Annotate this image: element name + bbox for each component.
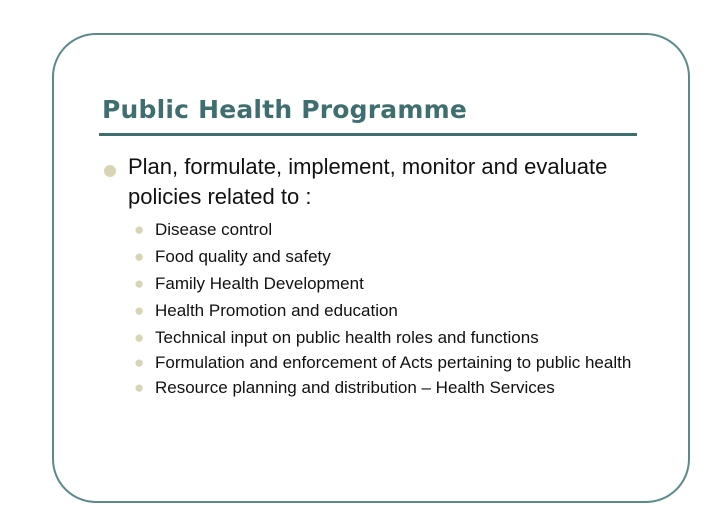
sub-point-text: Formulation and enforcement of Acts pertaining to public health	[155, 353, 632, 372]
sub-point	[128, 273, 658, 295]
sub-point-text: Family Health Development	[155, 274, 364, 293]
sub-point	[128, 352, 658, 374]
sub-point	[128, 377, 658, 399]
sub-point-list	[128, 219, 658, 402]
sub-point-text: Disease control	[155, 220, 273, 239]
slide-title: Public Health Programme	[102, 95, 468, 124]
bullet-icon: ●	[134, 220, 145, 239]
title-underline	[99, 133, 637, 136]
sub-point	[128, 300, 658, 322]
sub-point	[128, 219, 658, 241]
main-point: Plan, formulate, implement, monitor and evaluate policies related to :	[128, 154, 608, 209]
main-bullet-icon	[104, 165, 116, 177]
bullet-icon: ●	[134, 301, 145, 320]
sub-point-text: Technical input on public health roles and functions	[155, 328, 539, 347]
bullet-icon: ●	[134, 378, 145, 397]
bullet-icon: ●	[134, 274, 145, 293]
bullet-icon: ●	[134, 328, 145, 347]
sub-point	[128, 327, 658, 349]
bullet-icon: ●	[134, 353, 145, 372]
sub-point-text: Health Promotion and education	[155, 301, 398, 320]
bullet-icon: ●	[134, 247, 145, 266]
sub-point-text: Food quality and safety	[155, 247, 331, 266]
sub-point	[128, 246, 658, 268]
sub-point-text: Resource planning and distribution – Health Services	[155, 378, 555, 397]
